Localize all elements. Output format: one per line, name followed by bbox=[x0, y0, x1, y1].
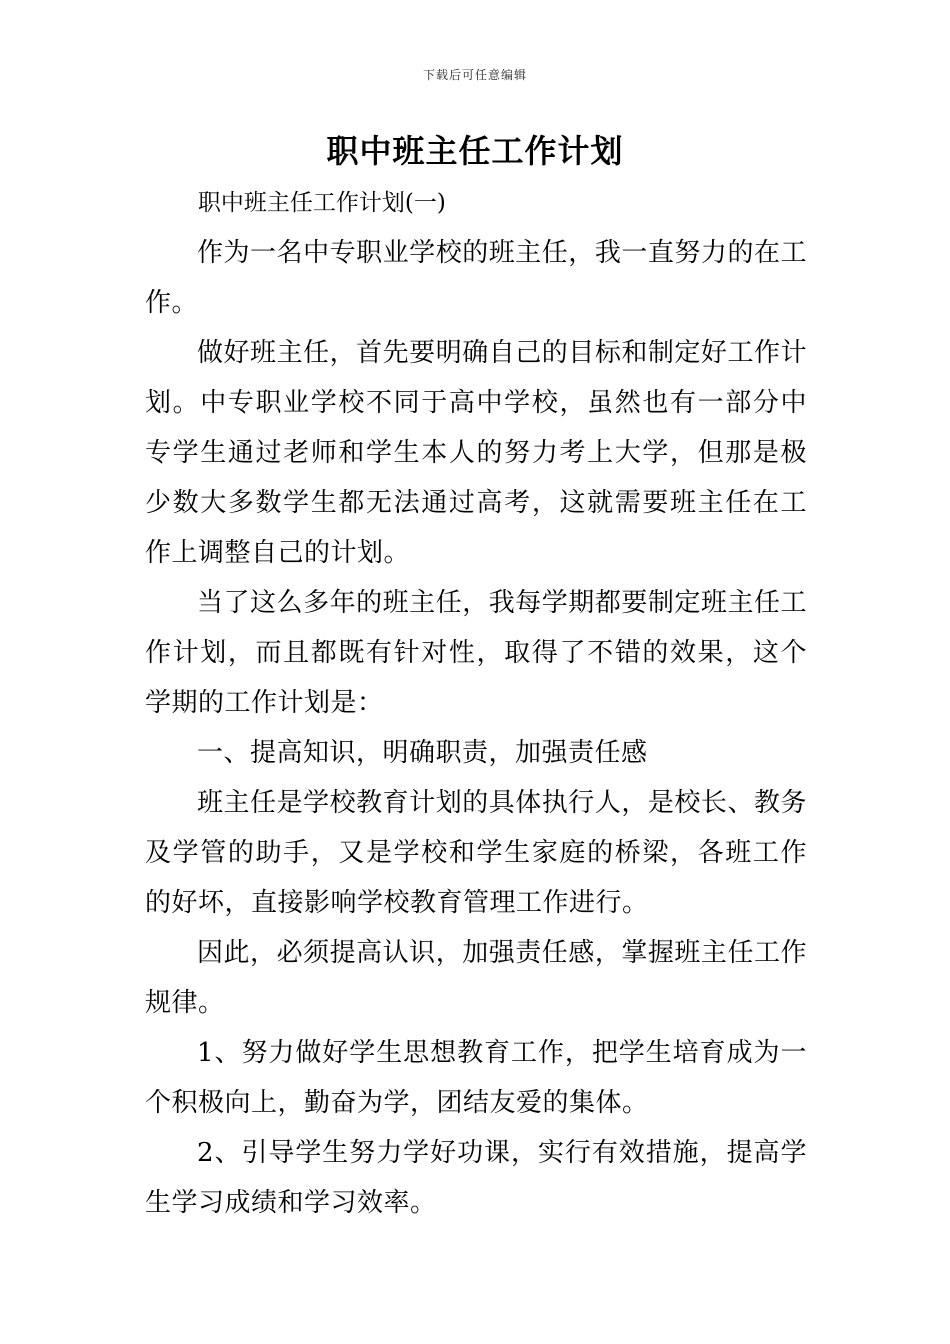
paragraph: 作为一名中专职业学校的班主任，我一直努力的在工作。 bbox=[145, 238, 807, 318]
paragraph: 做好班主任，首先要明确自己的目标和制定好工作计划。中专职业学校不同于高中学校，虽然也有一部分中专学生通过老师和学生本人的努力考上大学，但那是极少数大多数学生都无法通过高考，这就需要班主任在工作上调整自己的计划。 bbox=[145, 338, 807, 568]
paragraph: 因此，必须提高认识，加强责任感，掌握班主任工作规律。 bbox=[145, 938, 807, 1018]
list-item: 2、引导学生努力学好功课，实行有效措施，提高学生学习成绩和学习效率。 bbox=[145, 1138, 807, 1218]
paragraph: 当了这么多年的班主任，我每学期都要制定班主任工作计划，而且都既有针对性，取得了不错的效果，这个学期的工作计划是： bbox=[145, 588, 807, 718]
list-item: 1、努力做好学生思想教育工作，把学生培育成为一个积极向上，勤奋为学，团结友爱的集体。 bbox=[145, 1038, 807, 1118]
section-subtitle: 职中班主任工作计划(一) bbox=[197, 190, 446, 216]
section-heading: 一、提高知识，明确职责，加强责任感 bbox=[197, 738, 648, 768]
document-body bbox=[145, 178, 807, 1228]
header-note: 下载后可任意编辑 bbox=[422, 68, 527, 82]
paragraph: 班主任是学校教育计划的具体执行人，是校长、教务及学管的助手，又是学校和学生家庭的桥梁，各班工作的好坏，直接影响学校教育管理工作进行。 bbox=[145, 788, 807, 918]
document-title: 职中班主任工作计划 bbox=[326, 132, 624, 170]
